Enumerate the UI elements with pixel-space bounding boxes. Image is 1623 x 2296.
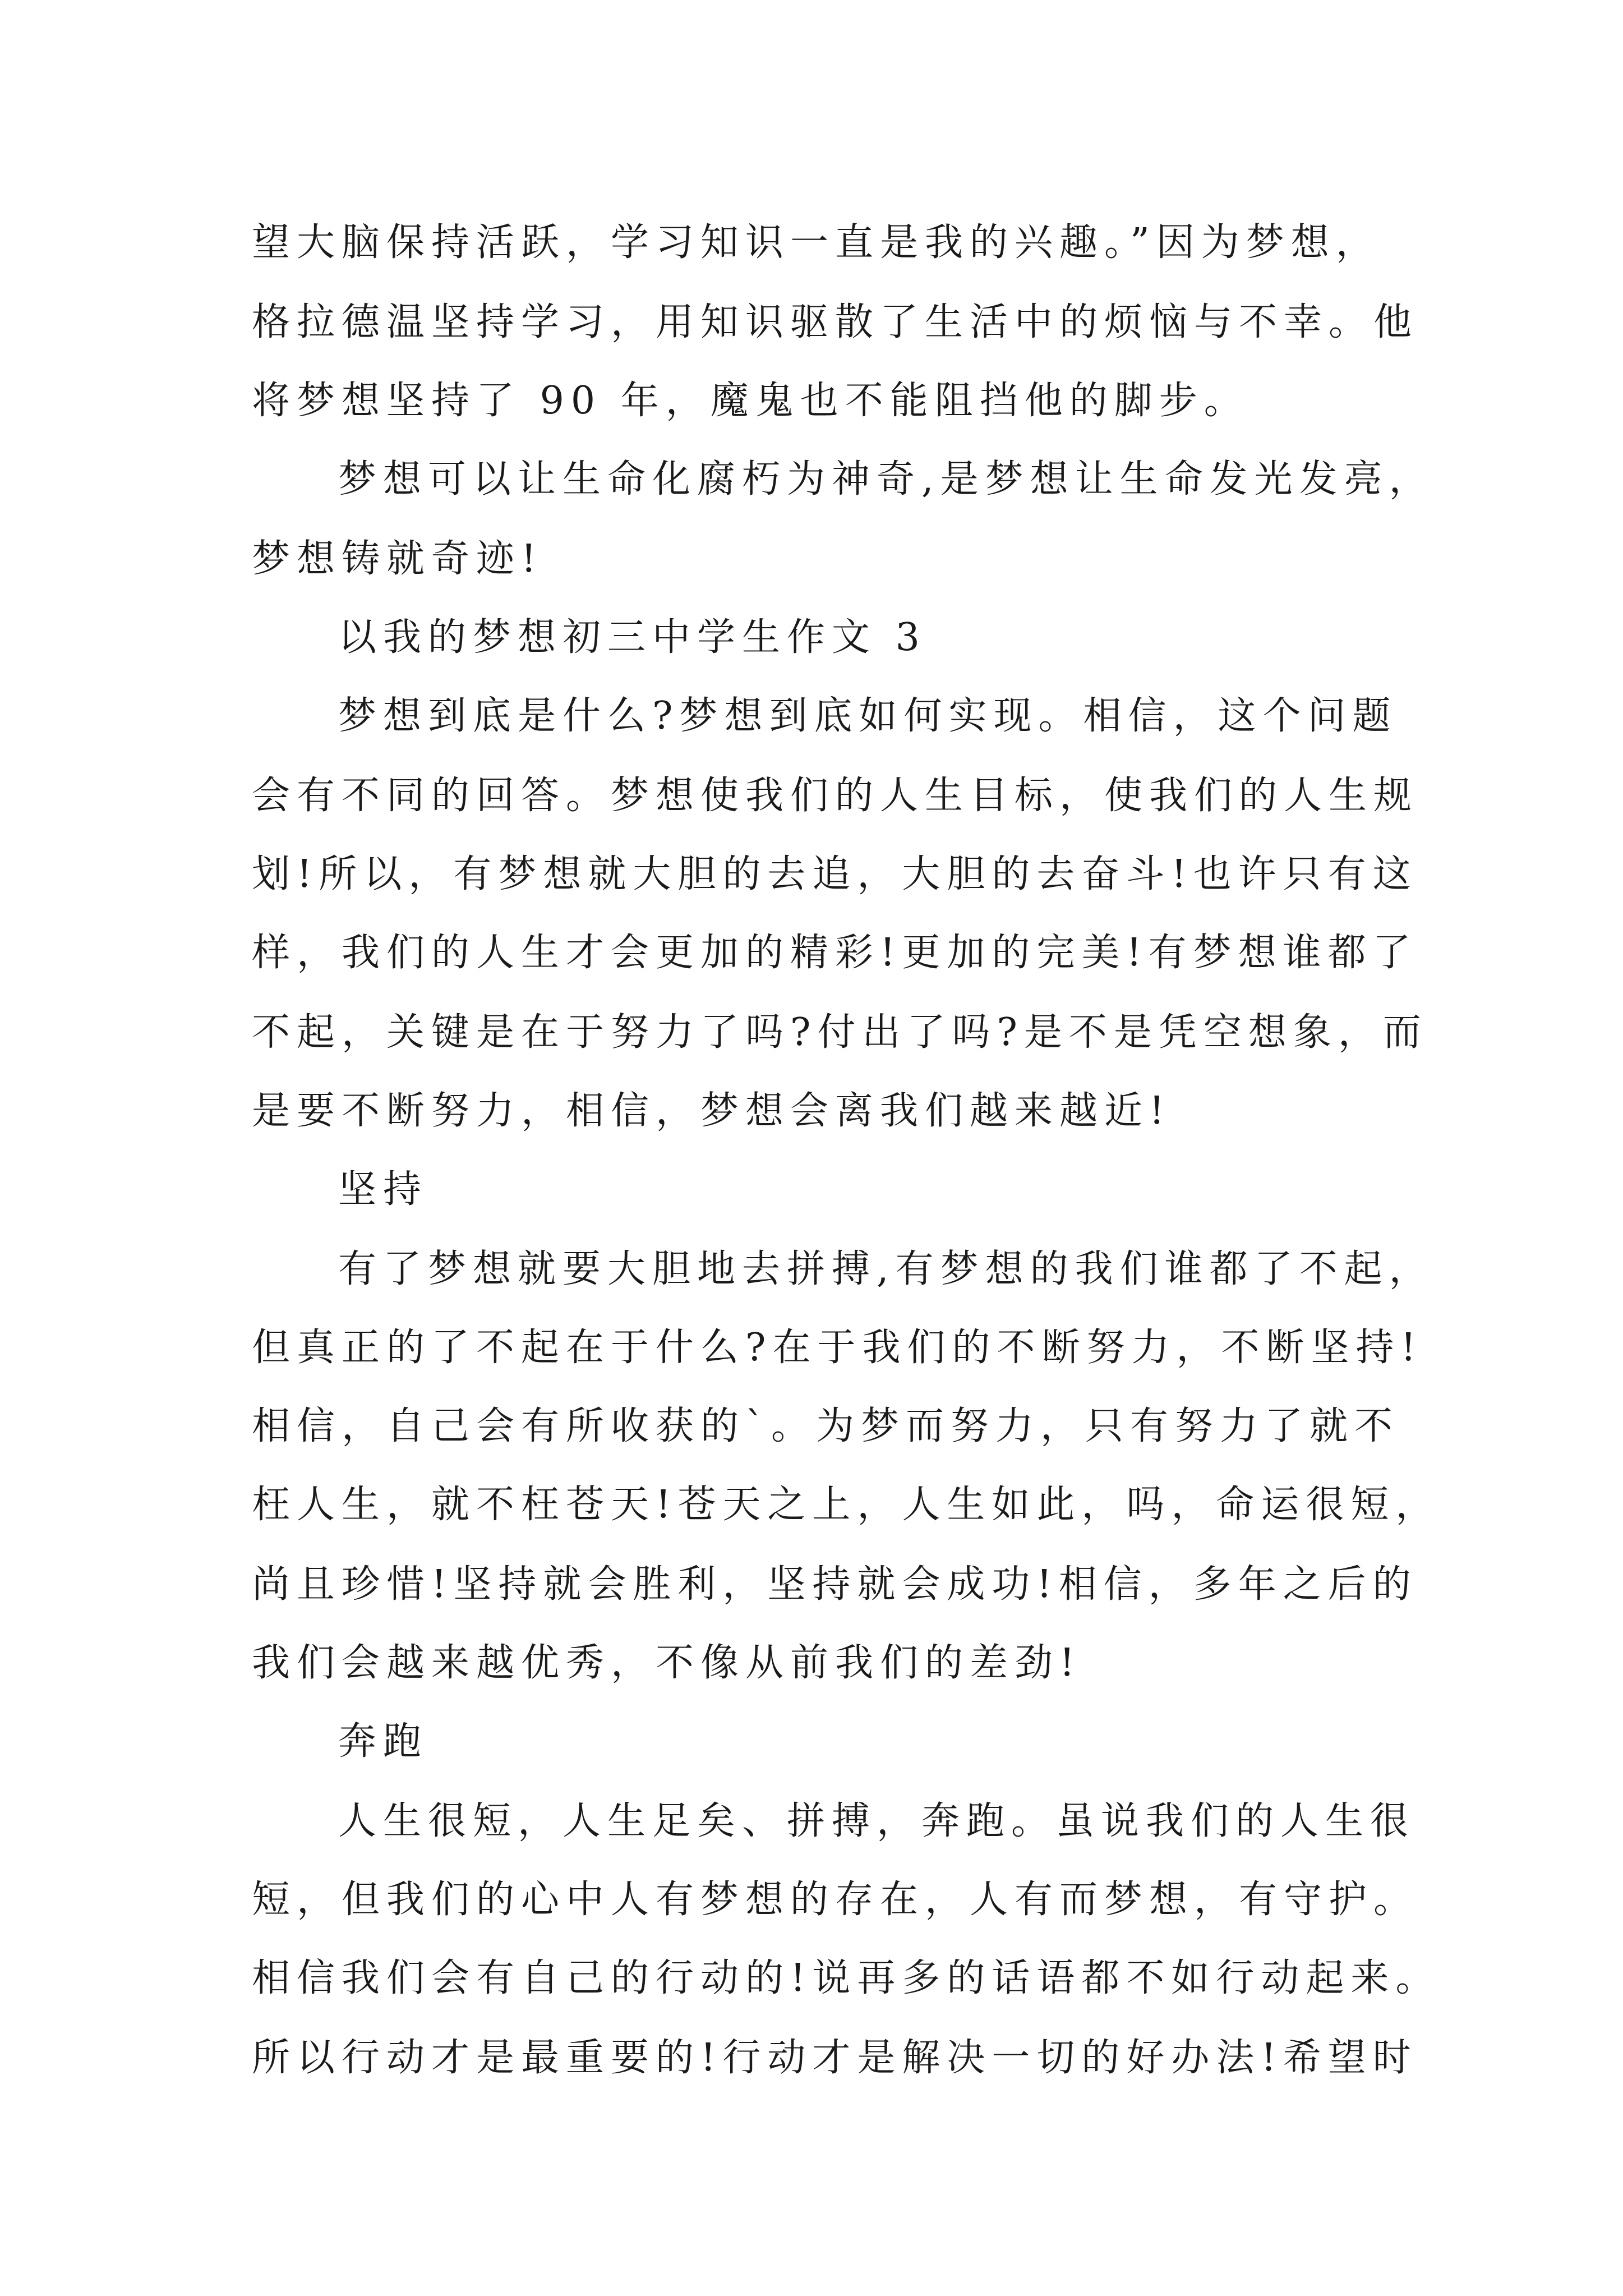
- text-line: 将梦想坚持了 90 年，魔鬼也不能阻挡他的脚步。: [252, 379, 1249, 423]
- text-line: 所以行动才是最重要的!行动才是解决一切的好办法!希望时: [252, 2036, 1418, 2080]
- subheading: 奔跑: [338, 1719, 428, 1764]
- text-line: 划!所以，有梦想就大胆的去追，大胆的去奋斗!也许只有这: [252, 852, 1418, 896]
- text-line: 梦想到底是什么?梦想到底如何实现。相信，这个问题: [338, 694, 1398, 738]
- text-line: 人生很短，人生足矣、拼搏，奔跑。虽说我们的人生很: [338, 1799, 1415, 1843]
- text-line: 枉人生，就不枉苍天!苍天之上，人生如此，吗，命运很短，: [252, 1483, 1441, 1527]
- text-line: 会有不同的回答。梦想使我们的人生目标，使我们的人生规: [252, 774, 1419, 818]
- text-line: 有了梦想就要大胆地去拼搏,有梦想的我们谁都了不起，: [338, 1247, 1434, 1291]
- section-heading: 以我的梦想初三中学生作文 3: [338, 615, 926, 660]
- subheading: 坚持: [338, 1167, 428, 1212]
- text-line: 短，但我们的心中人有梦想的存在，人有而梦想，有守护。: [252, 1878, 1419, 1922]
- text-line: 不起，关键是在于努力了吗?付出了吗?是不是凭空想象，而: [252, 1010, 1428, 1055]
- text-line: 梦想可以让生命化腐朽为神奇,是梦想让生命发光发亮，: [338, 457, 1434, 501]
- text-line: 格拉德温坚持学习，用知识驱散了生活中的烦恼与不幸。他: [252, 300, 1419, 344]
- text-line: 我们会越来越优秀，不像从前我们的差劲!: [252, 1641, 1082, 1685]
- text-line: 相信我们会有自己的行动的!说再多的话语都不如行动起来。: [252, 1956, 1441, 2000]
- text-line: 样，我们的人生才会更加的精彩!更加的完美!有梦想谁都了: [252, 931, 1418, 975]
- text-line: 梦想铸就奇迹!: [252, 537, 543, 581]
- text-line: 是要不断努力，相信，梦想会离我们越来越近!: [252, 1089, 1172, 1133]
- text-line: 尚且珍惜!坚持就会胜利，坚持就会成功!相信，多年之后的: [252, 1562, 1418, 1607]
- text-line: 望大脑保持活跃，学习知识一直是我的兴趣。”因为梦想，: [252, 220, 1381, 265]
- text-line: 相信，自己会有所收获的`。为梦而努力，只有努力了就不: [252, 1404, 1400, 1448]
- text-line: 但真正的了不起在于什么?在于我们的不断努力，不断坚持!: [252, 1326, 1423, 1370]
